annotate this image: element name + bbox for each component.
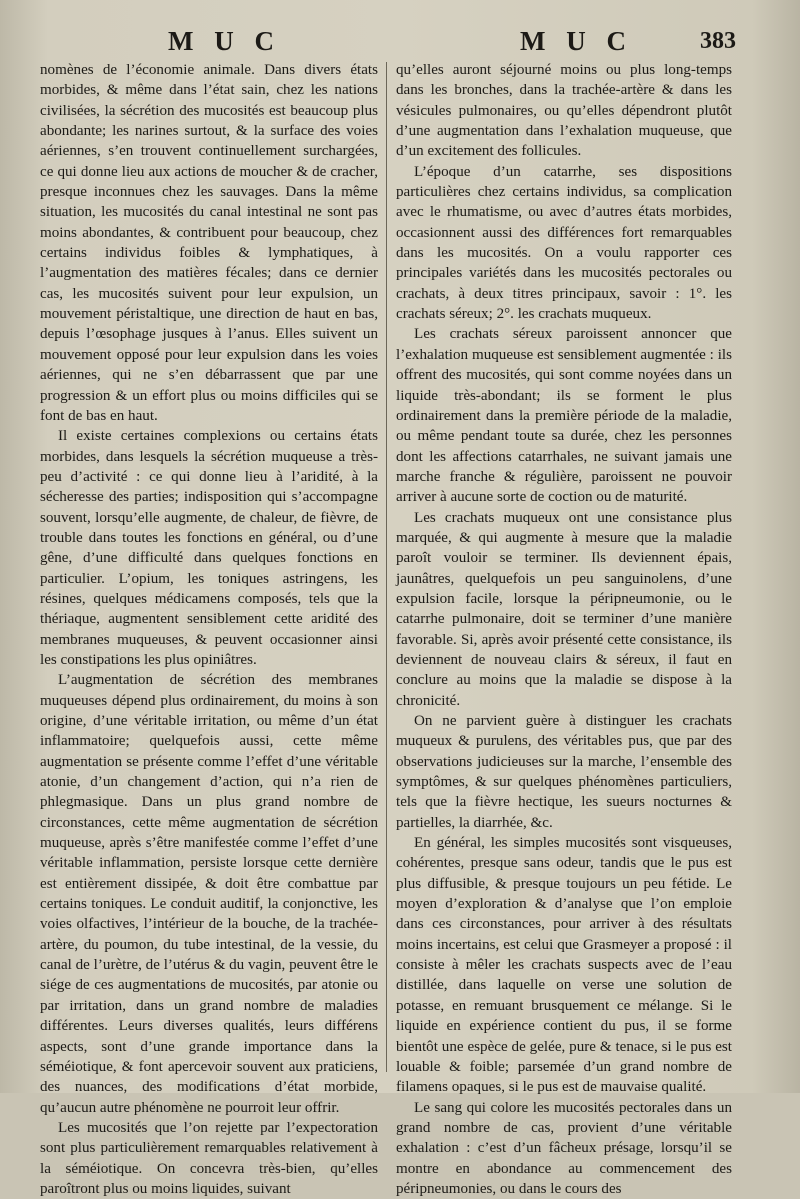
page-number: 383 [700, 28, 736, 54]
paragraph: L’augmentation de sécrétion des membranes muqueuses dépend plus ordinairement, du moins à son origine, d’une véritable irritation, ou même d’un état inflammatoire; quelquefois aussi, cette même augmentation se présente comme l’effet d’une véritable atonie, d’un changement d’action, qui n’a rien de phlegmasique. Dans un plus grand nombre de circonstances, cette même augmentation de sécrétion muqueuse, après s’être manifestée comme l’effet d’une véritable inflammation, persiste lorsque cette dernière est entièrement dissipée, & doit être combattue par certains toniques. Le conduit auditif, la conjonctive, les voies olfactives, l’intérieur de la bouche, de la trachée-artère, du poumon, du tube intestinal, de la vessie, du canal de l’urètre, de l’utérus & du vagin, peuvent être le siége de ces augmentations de mucosités, par atonie ou par irritation, dans un grand nombre de maladies différentes. Leurs diverses qualités, leurs différens aspects, sont d’une grande importance dans la séméiotique, & font apercevoir souvent aux praticiens, des nuances, des modifications d’état morbide, qu’aucun autre phénomène ne pourroit leur offrir. [40, 672, 378, 1116]
paragraph: On ne parvient guère à distinguer les crachats muqueux & purulens, des véritables pus, que par des observations judicieuses sur la marche, l’ensemble des symptômes, & sur quelques phénomènes particuliers, tels que la fièvre hectique, les sueurs nocturnes & partielles, la diarrhée, &c. [396, 713, 732, 831]
paragraph: L’époque d’un catarrhe, ses dispositions particulières chez certains individus, sa complication avec le rhumatisme, ou avec d’autres états morbides, occasionnent aussi des différences fort remarquables dans les mucosités. On a voulu rapporter ces principales variétés dans les mucosités pectorales ou crachats, à deux titres principaux, savoir : 1°. les crachats séreux; 2°. les crachats muqueux. [396, 163, 732, 323]
left-column [40, 60, 378, 1197]
column-divider [386, 62, 387, 1072]
paragraph: Il existe certaines complexions ou certains états morbides, dans lesquels la sécrétion muqueuse a très-peu d’activité : ce qui donne lieu à l’aridité, à la sécheresse des parties; indisposition qui s’accompagne souvent, lorsqu’elle augmente, de chaleur, de fièvre, de trouble dans toutes les fonctions en général, ou d’une gêne, d’une difficulté dans quelques fonctions en particulier. L’opium, les toniques astringens, les résines, quelques médicamens composés, tels que la thériaque, augmentent sensiblement cette aridité des membranes muqueuses, & peuvent occasionner ainsi les constipations les plus opiniâtres. [40, 428, 378, 668]
header-right-title: M U C [520, 26, 633, 56]
paragraph: Les crachats muqueux ont une consistance plus marquée, & qui augmente à mesure que la maladie paroît vouloir se terminer. Ils deviennent épais, jaunâtres, quelquefois un peu sanguinolens, d’une expulsion facile, lorsque la péripneumonie, ou le catarrhe pulmonaire, doit se terminer d’une manière favorable. Si, après avoir présenté cette consistance, ils deviennent de nouveau clairs & séreux, il faut en conclure au moins que la maladie se dispose à la chronicité. [396, 509, 732, 709]
paragraph: nomènes de l’économie animale. Dans divers états morbides, & même dans l’état sain, chez les nations civilisées, la sécrétion des mucosités est beaucoup plus abondante; les narines surtout, & la surface des voies aériennes, s’en trouvent continuellement surchargées, ce qui donne lieu aux actions de moucher & de cracher, presque inconnues chez les sauvages. Dans la même situation, les mucosités du canal intestinal ne sont pas moins abondantes, & contribuent pour beaucoup, chez certains individus foibles & lymphatiques, à l’augmentation des matières fécales; dans ce dernier cas, les mucosités suivent pour leur expulsion, un mouvement péristaltique, une direction de haut en bas, depuis l’œsophage jusques à l’anus. Elles suivent un mouvement opposé pour leur expulsion dans les voies aériennes, qui ne s’en débarrassent que par une progression & un effort plus ou moins difficiles qui se font de bas en haut. [40, 62, 378, 424]
right-column [396, 60, 732, 1197]
header-left-title: M U C [168, 26, 281, 56]
running-header [0, 20, 800, 60]
paragraph: En général, les simples mucosités sont visqueuses, cohérentes, presque sans odeur, tandis que le pus est plus diffusible, & presque toujours un peu fétide. Le moyen d’exploration & d’analyse que l’on emploie dans ces circonstances, pour arriver à des résultats moins incertains, est celui que Grasmeyer a proposé : il consiste à mêler les crachats suspects avec de l’eau distillée, dans laquelle on verse une solution de potasse, en remuant brusquement ce mélange. Si le liquide en expérience contient du pus, il se forme bientôt une espèce de gelée, pure & tenace, si le pus est louable & foible; parsemée d’un grand nombre de filamens opaques, si le pus est de mauvaise qualité. [396, 835, 732, 1096]
paragraph: Le sang qui colore les mucosités pectorales dans un grand nombre de cas, provient d’une véritable exhalation : c’est d’un fâcheux présage, lorsqu’il se montre en abondance au commencement des péripneumonies, ou dans le cours des [396, 1099, 732, 1197]
paragraph: Les mucosités que l’on rejette par l’expectoration sont plus particulièrement remarquables relativement à la séméiotique. On concevra très-bien, qu’elles paroîtront plus ou moins liquides, suivant [40, 1119, 378, 1197]
paragraph: Les crachats séreux paroissent annoncer que l’exhalation muqueuse est sensiblement augmentée : ils offrent des mucosités, qui sont comme noyées dans un liquide très-abondant; ils se forment le plus ordinairement dans la première période de la maladie, ou même pendant toute sa durée, chez les personnes dont les affections catarrhales, ne suivant jamais une marche franche & régulière, paroissent ne pouvoir arriver à aucune sorte de coction ou de maturité. [396, 326, 732, 506]
paragraph: qu’elles auront séjourné moins ou plus long-temps dans les bronches, dans la trachée-artère & dans les vésicules pulmonaires, ou qu’elles dépendront plutôt d’une augmentation dans l’exhalation muqueuse, que d’un excitement des follicules. [396, 62, 732, 160]
